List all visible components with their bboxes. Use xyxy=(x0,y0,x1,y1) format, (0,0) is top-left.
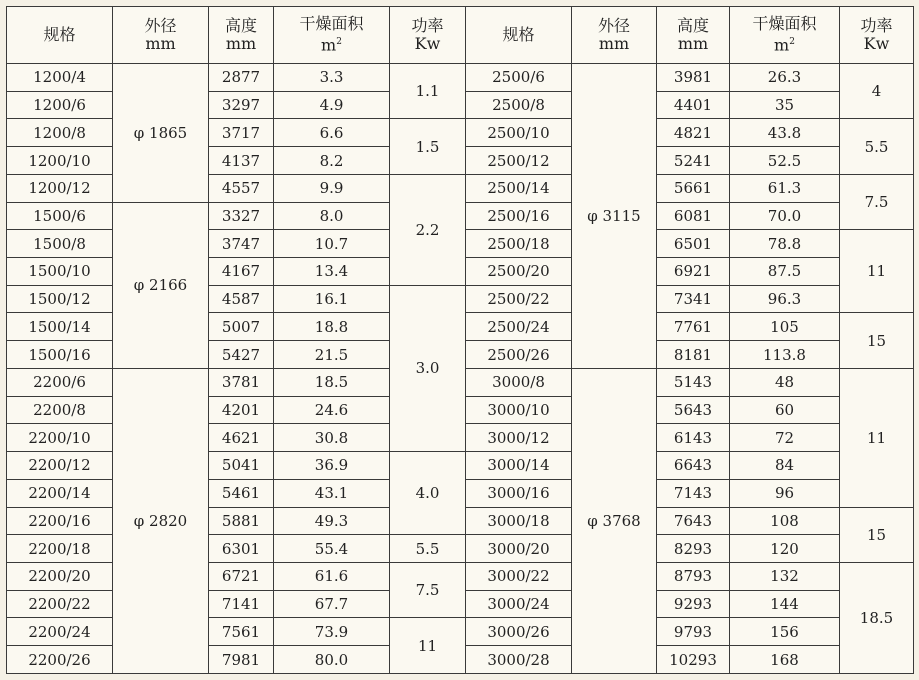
right-spec-cell: 3000/14 xyxy=(466,452,572,480)
header-height: 高度 mm xyxy=(209,7,274,64)
right-spec-cell: 2500/14 xyxy=(466,174,572,202)
right-height-cell: 5643 xyxy=(657,396,730,424)
right-spec-cell: 2500/16 xyxy=(466,202,572,230)
left-area-cell: 8.0 xyxy=(274,202,390,230)
left-spec-cell: 1500/10 xyxy=(7,258,113,286)
right-spec-cell: 3000/8 xyxy=(466,368,572,396)
left-area-cell: 43.1 xyxy=(274,479,390,507)
right-power-cell: 11 xyxy=(840,368,914,507)
right-height-cell: 9293 xyxy=(657,590,730,618)
header-diameter: 外径 mm xyxy=(572,7,657,64)
right-height-cell: 7643 xyxy=(657,507,730,535)
right-height-cell: 5143 xyxy=(657,368,730,396)
left-area-cell: 18.5 xyxy=(274,368,390,396)
right-height-cell: 5661 xyxy=(657,174,730,202)
right-area-cell: 132 xyxy=(730,562,840,590)
left-area-cell: 16.1 xyxy=(274,285,390,313)
left-height-cell: 5461 xyxy=(209,479,274,507)
right-height-cell: 6921 xyxy=(657,258,730,286)
right-power-cell: 15 xyxy=(840,313,914,368)
header-spec: 规格 xyxy=(466,7,572,64)
left-power-cell: 11 xyxy=(390,618,466,674)
right-spec-cell: 3000/20 xyxy=(466,535,572,563)
left-height-cell: 2877 xyxy=(209,64,274,92)
left-height-cell: 3747 xyxy=(209,230,274,258)
right-power-cell: 5.5 xyxy=(840,119,914,174)
header-area: 干燥面积 $m^2$ xyxy=(274,7,390,64)
left-spec-cell: 1200/12 xyxy=(7,174,113,202)
left-area-cell: 13.4 xyxy=(274,258,390,286)
left-spec-cell: 2200/22 xyxy=(7,590,113,618)
right-area-cell: 87.5 xyxy=(730,258,840,286)
left-height-cell: 7981 xyxy=(209,646,274,674)
right-height-cell: 6081 xyxy=(657,202,730,230)
left-spec-cell: 1200/6 xyxy=(7,91,113,119)
spec-table-body xyxy=(7,64,914,674)
left-diameter-cell: φ 2166 xyxy=(113,202,209,368)
left-spec-cell: 2200/6 xyxy=(7,368,113,396)
left-spec-cell: 1500/6 xyxy=(7,202,113,230)
left-height-cell: 4137 xyxy=(209,147,274,175)
left-spec-cell: 2200/16 xyxy=(7,507,113,535)
left-power-cell: 2.2 xyxy=(390,174,466,285)
left-height-cell: 4621 xyxy=(209,424,274,452)
left-area-cell: 30.8 xyxy=(274,424,390,452)
right-diameter-cell: φ 3768 xyxy=(572,368,657,673)
right-area-cell: 72 xyxy=(730,424,840,452)
left-spec-cell: 2200/14 xyxy=(7,479,113,507)
left-spec-cell: 1500/14 xyxy=(7,313,113,341)
left-area-cell: 21.5 xyxy=(274,341,390,369)
left-height-cell: 3717 xyxy=(209,119,274,147)
left-spec-cell: 1500/8 xyxy=(7,230,113,258)
left-area-cell: 49.3 xyxy=(274,507,390,535)
left-spec-cell: 2200/20 xyxy=(7,562,113,590)
left-height-cell: 3327 xyxy=(209,202,274,230)
header-height: 高度 mm xyxy=(657,7,730,64)
right-area-cell: 96.3 xyxy=(730,285,840,313)
right-power-cell: 15 xyxy=(840,507,914,562)
right-height-cell: 4401 xyxy=(657,91,730,119)
right-spec-cell: 2500/12 xyxy=(466,147,572,175)
left-height-cell: 6301 xyxy=(209,535,274,563)
left-power-cell: 3.0 xyxy=(390,285,466,451)
left-spec-cell: 2200/10 xyxy=(7,424,113,452)
left-power-cell: 1.5 xyxy=(390,119,466,174)
left-diameter-cell: φ 1865 xyxy=(113,64,209,203)
right-area-cell: 105 xyxy=(730,313,840,341)
left-spec-cell: 2200/18 xyxy=(7,535,113,563)
right-area-cell: 61.3 xyxy=(730,174,840,202)
right-area-cell: 70.0 xyxy=(730,202,840,230)
right-height-cell: 9793 xyxy=(657,618,730,646)
left-spec-cell: 1500/16 xyxy=(7,341,113,369)
left-spec-cell: 2200/24 xyxy=(7,618,113,646)
right-height-cell: 10293 xyxy=(657,646,730,674)
right-area-cell: 108 xyxy=(730,507,840,535)
right-area-cell: 113.8 xyxy=(730,341,840,369)
left-area-cell: 36.9 xyxy=(274,452,390,480)
right-area-cell: 84 xyxy=(730,452,840,480)
right-spec-cell: 3000/28 xyxy=(466,646,572,674)
left-spec-cell: 1200/10 xyxy=(7,147,113,175)
left-area-cell: 4.9 xyxy=(274,91,390,119)
left-height-cell: 4167 xyxy=(209,258,274,286)
left-height-cell: 5427 xyxy=(209,341,274,369)
left-height-cell: 7561 xyxy=(209,618,274,646)
right-power-cell: 18.5 xyxy=(840,562,914,673)
right-spec-cell: 2500/24 xyxy=(466,313,572,341)
left-power-cell: 1.1 xyxy=(390,64,466,119)
right-area-cell: 60 xyxy=(730,396,840,424)
table-row xyxy=(7,64,914,92)
left-height-cell: 4587 xyxy=(209,285,274,313)
left-height-cell: 3297 xyxy=(209,91,274,119)
right-height-cell: 5241 xyxy=(657,147,730,175)
left-spec-cell: 2200/12 xyxy=(7,452,113,480)
left-area-cell: 10.7 xyxy=(274,230,390,258)
right-height-cell: 6501 xyxy=(657,230,730,258)
left-spec-cell: 1200/8 xyxy=(7,119,113,147)
left-height-cell: 5041 xyxy=(209,452,274,480)
left-area-cell: 18.8 xyxy=(274,313,390,341)
left-height-cell: 7141 xyxy=(209,590,274,618)
right-height-cell: 8181 xyxy=(657,341,730,369)
right-spec-cell: 2500/20 xyxy=(466,258,572,286)
right-area-cell: 96 xyxy=(730,479,840,507)
left-height-cell: 5007 xyxy=(209,313,274,341)
left-spec-cell: 2200/8 xyxy=(7,396,113,424)
header-power: 功率 Kw xyxy=(840,7,914,64)
right-spec-cell: 2500/26 xyxy=(466,341,572,369)
right-height-cell: 6643 xyxy=(657,452,730,480)
right-area-cell: 48 xyxy=(730,368,840,396)
right-area-cell: 144 xyxy=(730,590,840,618)
right-spec-cell: 2500/8 xyxy=(466,91,572,119)
right-spec-cell: 3000/12 xyxy=(466,424,572,452)
right-height-cell: 6143 xyxy=(657,424,730,452)
right-spec-cell: 2500/18 xyxy=(466,230,572,258)
right-height-cell: 8793 xyxy=(657,562,730,590)
left-power-cell: 4.0 xyxy=(390,452,466,535)
left-spec-cell: 2200/26 xyxy=(7,646,113,674)
right-height-cell: 7761 xyxy=(657,313,730,341)
right-spec-cell: 3000/24 xyxy=(466,590,572,618)
right-height-cell: 8293 xyxy=(657,535,730,563)
right-spec-cell: 2500/22 xyxy=(466,285,572,313)
right-area-cell: 52.5 xyxy=(730,147,840,175)
left-area-cell: 24.6 xyxy=(274,396,390,424)
right-area-cell: 120 xyxy=(730,535,840,563)
right-spec-cell: 3000/26 xyxy=(466,618,572,646)
header-power: 功率 Kw xyxy=(390,7,466,64)
left-area-cell: 61.6 xyxy=(274,562,390,590)
right-power-cell: 11 xyxy=(840,230,914,313)
left-height-cell: 5881 xyxy=(209,507,274,535)
header-area: 干燥面积 $m^2$ xyxy=(730,7,840,64)
right-area-cell: 26.3 xyxy=(730,64,840,92)
right-area-cell: 35 xyxy=(730,91,840,119)
right-area-cell: 78.8 xyxy=(730,230,840,258)
left-spec-cell: 1200/4 xyxy=(7,64,113,92)
right-diameter-cell: φ 3115 xyxy=(572,64,657,369)
dryer-spec-table xyxy=(6,6,914,674)
right-spec-cell: 3000/18 xyxy=(466,507,572,535)
left-height-cell: 4557 xyxy=(209,174,274,202)
right-power-cell: 7.5 xyxy=(840,174,914,229)
right-spec-cell: 2500/10 xyxy=(466,119,572,147)
right-height-cell: 7341 xyxy=(657,285,730,313)
right-spec-cell: 3000/10 xyxy=(466,396,572,424)
left-area-cell: 73.9 xyxy=(274,618,390,646)
left-area-cell: 6.6 xyxy=(274,119,390,147)
left-area-cell: 55.4 xyxy=(274,535,390,563)
right-area-cell: 156 xyxy=(730,618,840,646)
right-area-cell: 43.8 xyxy=(730,119,840,147)
right-height-cell: 7143 xyxy=(657,479,730,507)
left-area-cell: 3.3 xyxy=(274,64,390,92)
right-power-cell: 4 xyxy=(840,64,914,119)
right-spec-cell: 2500/6 xyxy=(466,64,572,92)
left-area-cell: 80.0 xyxy=(274,646,390,674)
left-height-cell: 6721 xyxy=(209,562,274,590)
header-spec: 规格 xyxy=(7,7,113,64)
right-height-cell: 4821 xyxy=(657,119,730,147)
right-spec-cell: 3000/16 xyxy=(466,479,572,507)
header-row xyxy=(7,7,914,64)
left-area-cell: 8.2 xyxy=(274,147,390,175)
left-power-cell: 7.5 xyxy=(390,562,466,617)
left-spec-cell: 1500/12 xyxy=(7,285,113,313)
left-area-cell: 9.9 xyxy=(274,174,390,202)
right-spec-cell: 3000/22 xyxy=(466,562,572,590)
right-height-cell: 3981 xyxy=(657,64,730,92)
left-height-cell: 3781 xyxy=(209,368,274,396)
header-diameter: 外径 mm xyxy=(113,7,209,64)
left-height-cell: 4201 xyxy=(209,396,274,424)
left-area-cell: 67.7 xyxy=(274,590,390,618)
right-area-cell: 168 xyxy=(730,646,840,674)
left-power-cell: 5.5 xyxy=(390,535,466,563)
left-diameter-cell: φ 2820 xyxy=(113,368,209,673)
